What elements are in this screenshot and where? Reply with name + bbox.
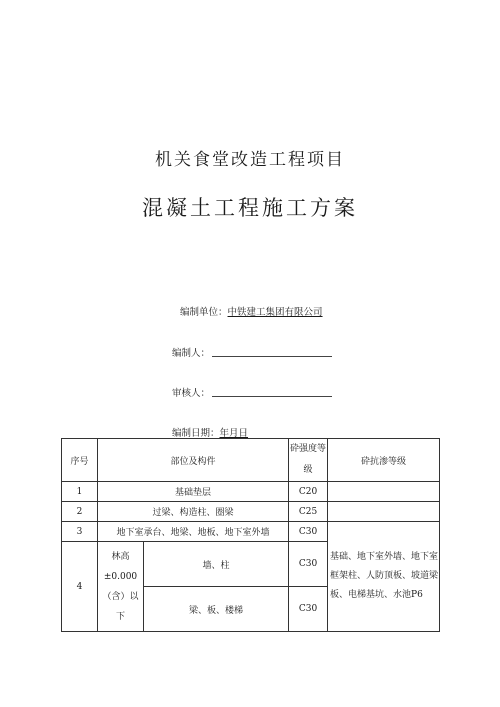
row-no: 3 — [62, 522, 98, 542]
author-blank-line — [212, 356, 332, 357]
compile-date-value: 年月日 — [219, 428, 249, 439]
row-seepage-empty — [328, 502, 440, 522]
row-seepage-empty — [328, 482, 440, 502]
row-no: 1 — [62, 482, 98, 502]
elevation-cell — [98, 542, 144, 632]
row-part: 基础垫层 — [98, 482, 289, 502]
table-row — [62, 482, 440, 502]
row4-no: 4 — [62, 542, 98, 632]
elevation-line-2: （含）以 — [102, 591, 139, 602]
reviewer-blank-line — [212, 396, 332, 397]
elevation-line-1: 林高±0.000 — [103, 551, 138, 582]
seepage-grade-cell: 基础、地下室外墙、地下室框架柱、人防顶板、坡道梁板、电梯基坑、水池P6 — [328, 522, 440, 632]
header-part: 部位及构件 — [98, 439, 289, 482]
row4-strength-b: C30 — [289, 587, 328, 632]
row4-part-b: 梁、板、楼梯 — [144, 587, 289, 632]
compiling-unit-value: 中铁建工集团有限公司 — [227, 307, 323, 318]
header-strength: 砕强度等级 — [289, 439, 328, 482]
table-row — [62, 502, 440, 522]
table-row — [62, 522, 440, 542]
header-seepage: 砕抗渗等级 — [328, 439, 440, 482]
author-label: 编制人： — [172, 348, 211, 359]
reviewer-label: 审核人： — [172, 388, 211, 399]
row-strength: C25 — [289, 502, 328, 522]
row-part: 过梁、构造柱、圈梁 — [98, 502, 289, 522]
header-no: 序号 — [62, 439, 98, 482]
compile-date — [172, 425, 248, 439]
row-no: 2 — [62, 502, 98, 522]
row4-strength-a: C30 — [289, 542, 328, 587]
concrete-grade-table — [61, 438, 440, 632]
table-header-row — [62, 439, 440, 482]
compiling-unit — [180, 304, 323, 318]
row-strength: C20 — [289, 482, 328, 502]
compile-date-label: 编制日期： — [172, 428, 220, 439]
compiling-unit-label: 编制单位： — [180, 307, 228, 318]
document-title: 混凝土工程施工方案 — [142, 196, 358, 220]
row4-part-a: 墙、柱 — [144, 542, 289, 587]
project-title: 机关食堂改造工程项目 — [155, 150, 345, 170]
row-part: 地下室承台、地梁、地板、地下室外墙 — [98, 522, 289, 542]
elevation-line-3: 下 — [115, 611, 125, 622]
row-strength: C30 — [289, 522, 328, 542]
